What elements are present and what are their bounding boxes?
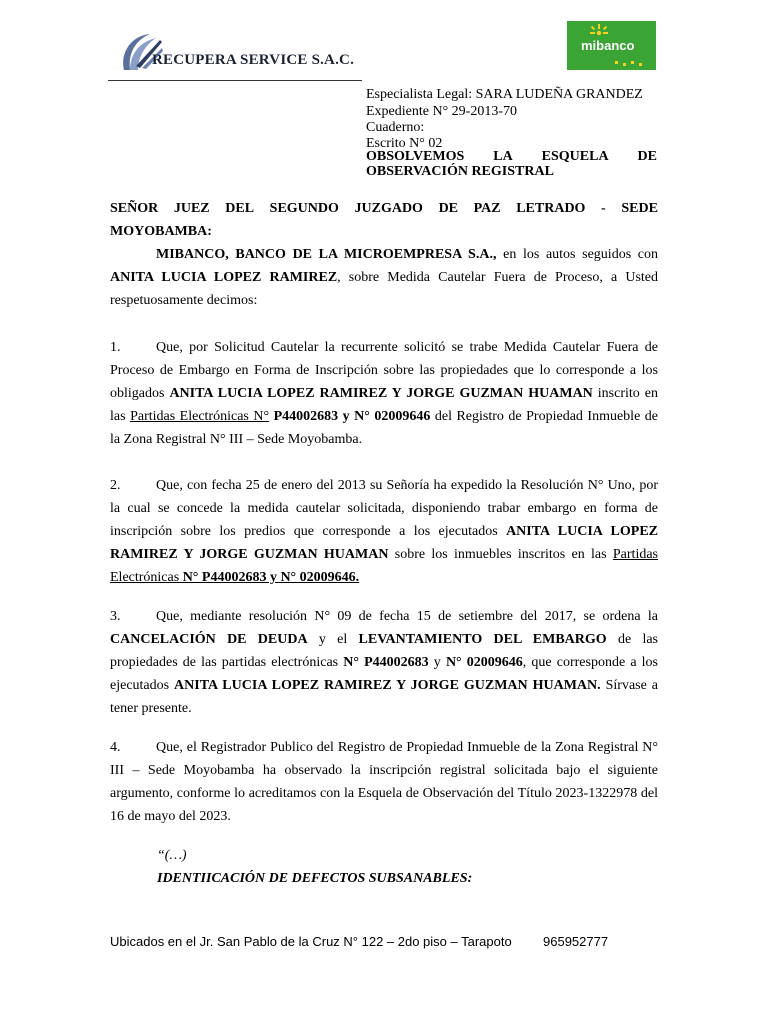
letterhead-rule — [108, 80, 362, 81]
addressee-word: LETRADO — [516, 201, 586, 216]
paragraph-4: 4. Que, el Registrador Publico del Registro de Propiedad Inmueble de la Zona Registral N° III – Sede Moyobamba ha observado la inscripción registral solicitada bajo el siguiente argumento, conforme lo acreditamos con la Esquela de Observación del Título 2023-1322978 del 16 de mayo del 2023. — [110, 736, 658, 828]
paragraph-number: 4. — [110, 740, 121, 755]
file-number: Expediente N° 29-2013-70 — [366, 104, 518, 119]
intro-paragraph: MIBANCO, BANCO DE LA MICROEMPRESA S.A., en los autos seguidos con ANITA LUCIA LOPEZ RAMIREZ, sobre Medida Cautelar Fuera de Proceso, a Usted respetuosamente decimos: — [110, 247, 658, 308]
addressee-word: DE — [438, 201, 459, 216]
legal-specialist: Especialista Legal: SARA LUDEÑA GRANDEZ — [366, 87, 643, 102]
subject-word: ESQUELA — [541, 149, 609, 164]
footer-phone: 965952777 — [543, 934, 609, 949]
writ-number: Escrito N° 02 — [366, 136, 443, 151]
paragraph-1: 1. Que, por Solicitud Cautelar la recurrente solicitó se trabe Medida Cautelar Fuera de Proceso de Embargo en Forma de Inscripción sobre las propiedades que lo corresponde a los obligados ANITA LUCIA LOPEZ RAMIREZ Y JORGE GUZMAN HUAMAN inscrito en las Partidas Electrónicas N° P44002683 y N° 02009646 del Registro de Propiedad Inmueble de la Zona Registral N° III – Sede Moyobamba. — [110, 336, 658, 451]
addressee-word: SEGUNDO — [269, 201, 339, 216]
paragraph-number: 1. — [110, 340, 121, 355]
addressee-word: - — [601, 201, 606, 216]
subject-word: OBSOLVEMOS — [366, 149, 465, 164]
footer — [110, 934, 609, 949]
addressee-word: SEDE — [621, 201, 658, 216]
quote-heading: IDENTIICACIÓN DE DEFECTOS SUBSANABLES: — [157, 871, 473, 886]
paragraph-number: 2. — [110, 478, 121, 493]
addressee-line-1 — [110, 197, 658, 220]
addressee-word: SEÑOR — [110, 201, 159, 216]
subject-word: LA — [493, 149, 513, 164]
recupera-logo — [108, 28, 366, 84]
subject-word: DE — [637, 149, 657, 164]
company-name: RECUPERA SERVICE S.A.C. — [152, 52, 355, 68]
mibanco-logo-text: mibanco — [581, 38, 635, 53]
footer-address: Ubicados en el Jr. San Pablo de la Cruz N° 122 – 2do piso – Tarapoto — [110, 934, 512, 949]
addressee-line-2: MOYOBAMBA: — [110, 224, 212, 239]
paragraph-2: 2. Que, con fecha 25 de enero del 2013 su Señoría ha expedido la Resolución N° Uno, por la cual se concede la medida cautelar solicitada, disponiendo trabar embargo en forma de inscripción sobre los predios que corresponde a los ejecutados ANITA LUCIA LOPEZ RAMIREZ Y JORGE GUZMAN HUAMAN sobre los inmuebles inscritos en las Partidas Electrónicas N° P44002683 y N° 02009646. — [110, 474, 658, 589]
addressee-word: DEL — [225, 201, 255, 216]
subject-line-2: OBSERVACIÓN REGISTRAL — [366, 164, 554, 179]
quote-open: “(…) — [157, 848, 187, 863]
paragraph-number: 3. — [110, 609, 121, 624]
paragraph-3: 3. Que, mediante resolución N° 09 de fecha 15 de setiembre del 2017, se ordena la CANCELACIÓN DE DEUDA y el LEVANTAMIENTO DEL EMBARGO de las propiedades de las partidas electrónicas N° P44002683 y N° 02009646, que corresponde a los ejecutados ANITA LUCIA LOPEZ RAMIREZ Y JORGE GUZMAN HUAMAN. Sírvase a tener presente. — [110, 605, 658, 720]
defendant-name: ANITA LUCIA LOPEZ RAMIREZ — [110, 270, 338, 285]
addressee-word: PAZ — [473, 201, 501, 216]
mibanco-logo — [567, 21, 656, 70]
addressee-word: JUZGADO — [354, 201, 423, 216]
addressee-word: JUEZ — [173, 201, 210, 216]
plaintiff-name: MIBANCO, BANCO DE LA MICROEMPRESA S.A., — [156, 247, 497, 262]
notebook-label: Cuaderno: — [366, 120, 425, 135]
